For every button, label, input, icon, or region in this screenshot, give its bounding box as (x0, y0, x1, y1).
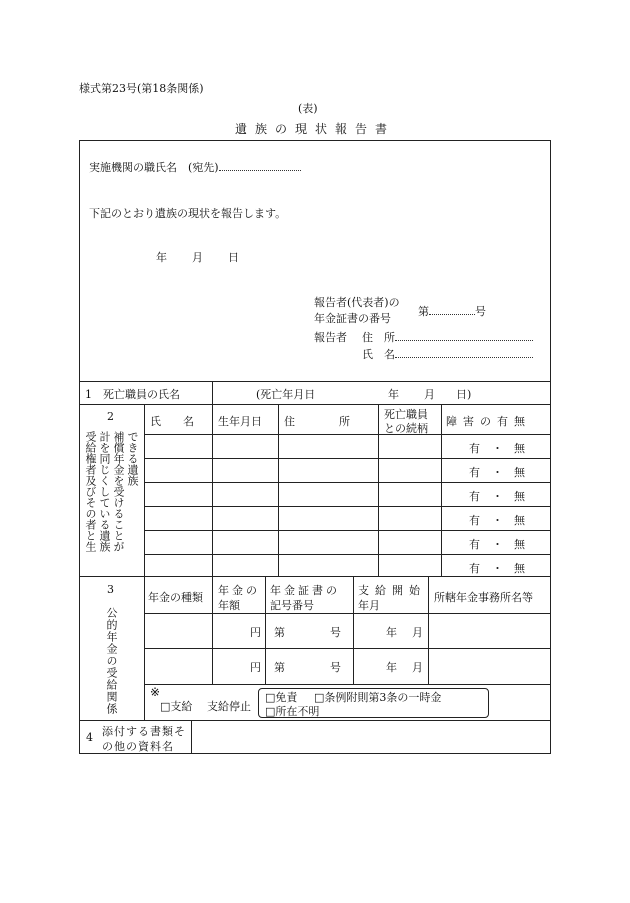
section4-number: 4 (86, 731, 93, 744)
section2-label-line4: 受給権者及びその者と生 (84, 431, 97, 552)
reporter-label: 報告者 (314, 331, 347, 344)
section4-label: 添付する書類そ (102, 725, 186, 738)
deceased-name-label: 1 死亡職員の氏名 (85, 388, 180, 401)
header-cert-number-2: 記号番号 (270, 599, 314, 612)
header-relation: 死亡職員 (384, 408, 428, 421)
header-pension-amount-2: 年額 (218, 599, 240, 612)
header-disability: 障害の有無 (446, 415, 531, 428)
death-day: 日) (456, 388, 472, 401)
header-start-date-2: 年月 (358, 599, 380, 612)
date-day: 日 (228, 251, 239, 264)
date-year: 年 (156, 251, 167, 264)
stop-label: 支給停止 (207, 700, 251, 713)
section2-label-line3: 計を同じくしている遺族 (98, 431, 111, 552)
address-field: 住 所 (362, 329, 533, 345)
death-date-label: (死亡年月日 (256, 388, 316, 401)
header-office: 所轄年金事務所名等 (434, 591, 533, 604)
death-year: 年 (388, 388, 399, 401)
checkbox-unknown[interactable]: □所在不明 (265, 705, 320, 718)
header-name: 氏 名 (150, 415, 194, 428)
header-start-date: 支給開始 (358, 584, 426, 597)
death-month: 月 (424, 388, 435, 401)
header-pension-amount: 年金の (218, 584, 260, 597)
header-pension-kind: 年金の種類 (148, 591, 203, 604)
pension-number-field: 第 号 (418, 305, 486, 318)
reporter-pension-label: 報告者(代表者)の (314, 296, 400, 309)
form-number: 様式第23号(第18条関係) (79, 82, 204, 95)
section3-label: 公的年金の受給関係 (105, 607, 118, 715)
section4-label-2: の他の資料名 (102, 740, 174, 753)
front-side-label: (表) (298, 102, 318, 115)
header-birthdate: 生年月日 (218, 415, 262, 428)
section3-number: 3 (107, 583, 114, 596)
checkbox-pay[interactable]: □支給 (160, 700, 193, 713)
statement-text: 下記のとおり遺族の現状を報告します。 (89, 207, 287, 220)
header-address: 住 所 (284, 415, 350, 428)
recipient-label: 実施機関の職氏名 (宛先) (89, 159, 301, 175)
report-form: 実施機関の職氏名 (宛先) 下記のとおり遺族の現状を報告します。 年 月 日 報告者(代表者)の 年金証書の番号 第 号 報告者 住 所 氏 名 1 死亡職員の氏名 (死亡年月日 年 月 日) 2 できる遺族 補償年金を受けることが 計を同じくしている遺族 受給権者及びその者と生 氏 名 生年月日 住 所 死亡職員 との続柄 障害の有無 有 ・ 無 有 ・ 無 有 ・ 無 有 ・ 無 有 ・ 無 有 ・ 無 3 公的年金の受給関係 年金の種類 年金の 年額 年金証書の 記号番号 支給開始 年月 所轄年金事務所名等 円 第 号 年 月 円 第 号 年 月 ※ □支給 支給停止 □免責 □条例附則第3条の一時金 □所在不明 4 添付する書類そ の他の資料名 (79, 140, 551, 754)
section2-label-line2: 補償年金を受けることが (112, 431, 125, 552)
name-field: 氏 名 (362, 346, 533, 362)
date-month: 月 (192, 251, 203, 264)
note-mark: ※ (150, 685, 161, 699)
header-cert-number: 年金証書の (270, 584, 340, 597)
checkbox-exempt[interactable]: □免責 (265, 691, 298, 704)
section2-label-line1: できる遺族 (126, 431, 139, 486)
checkbox-lump-sum[interactable]: □条例附則第3条の一時金 (314, 691, 442, 704)
header-relation-2: との続柄 (384, 422, 428, 435)
section2-number: 2 (107, 410, 114, 423)
page-title: 遺族の現状報告書 (234, 122, 395, 136)
reporter-pension-label-2: 年金証書の番号 (314, 312, 391, 325)
